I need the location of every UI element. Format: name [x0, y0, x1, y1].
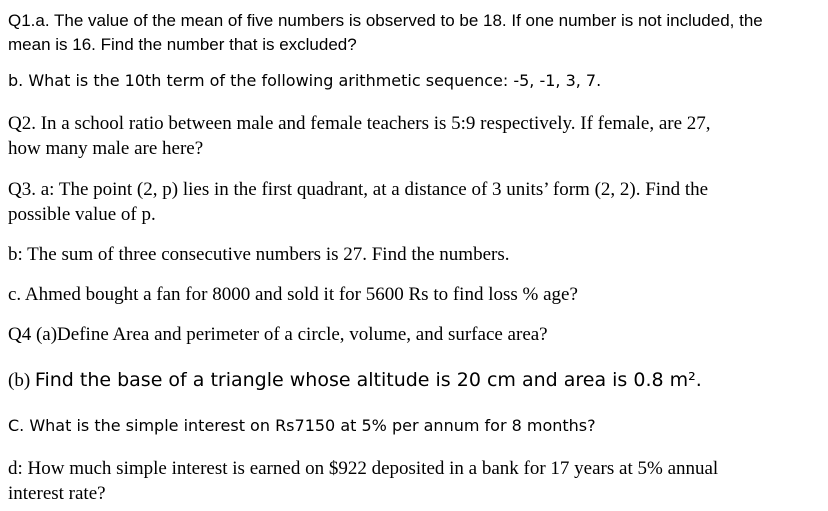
q4b-prefix: (b): [8, 370, 31, 391]
q1a-line-2: mean is 16. Find the number that is excluded?: [8, 35, 357, 54]
q3c-line-1: c. Ahmed bought a fan for 8000 and sold it for 5600 Rs to find loss % age?: [8, 284, 578, 305]
q3a-line-2: possible value of p.: [8, 204, 156, 225]
q3b-line-1: b: The sum of three consecutive numbers is 27. Find the numbers.: [8, 244, 510, 265]
q3a-line-1: Q3. a: The point (2, p) lies in the first quadrant, at a distance of 3 units’ form (2, 2). Find the: [8, 179, 709, 200]
q1a-line-1: Q1.a. The value of the mean of five numbers is observed to be 18. If one number is not included, the: [8, 11, 763, 30]
q4c-line-1: C. What is the simple interest on Rs7150 at 5% per annum for 8 months?: [8, 416, 596, 435]
q2-line-1: Q2. In a school ratio between male and female teachers is 5:9 respectively. If female, are 27,: [8, 113, 711, 134]
q4d-line-2: interest rate?: [8, 483, 106, 504]
q4b-text: Find the base of a triangle whose altitude is 20 cm and area is 0.8 m².: [34, 369, 702, 391]
q4a-line-1: Q4 (a)Define Area and perimeter of a circle, volume, and surface area?: [8, 324, 548, 345]
q4d-line-1: d: How much simple interest is earned on $922 deposited in a bank for 17 years at 5% annual: [8, 458, 719, 479]
q4b-line-1: [8, 371, 702, 390]
q1b-line-1: b. What is the 10th term of the following arithmetic sequence: -5, -1, 3, 7.: [8, 71, 602, 90]
q2-line-2: how many male are here?: [8, 138, 204, 159]
